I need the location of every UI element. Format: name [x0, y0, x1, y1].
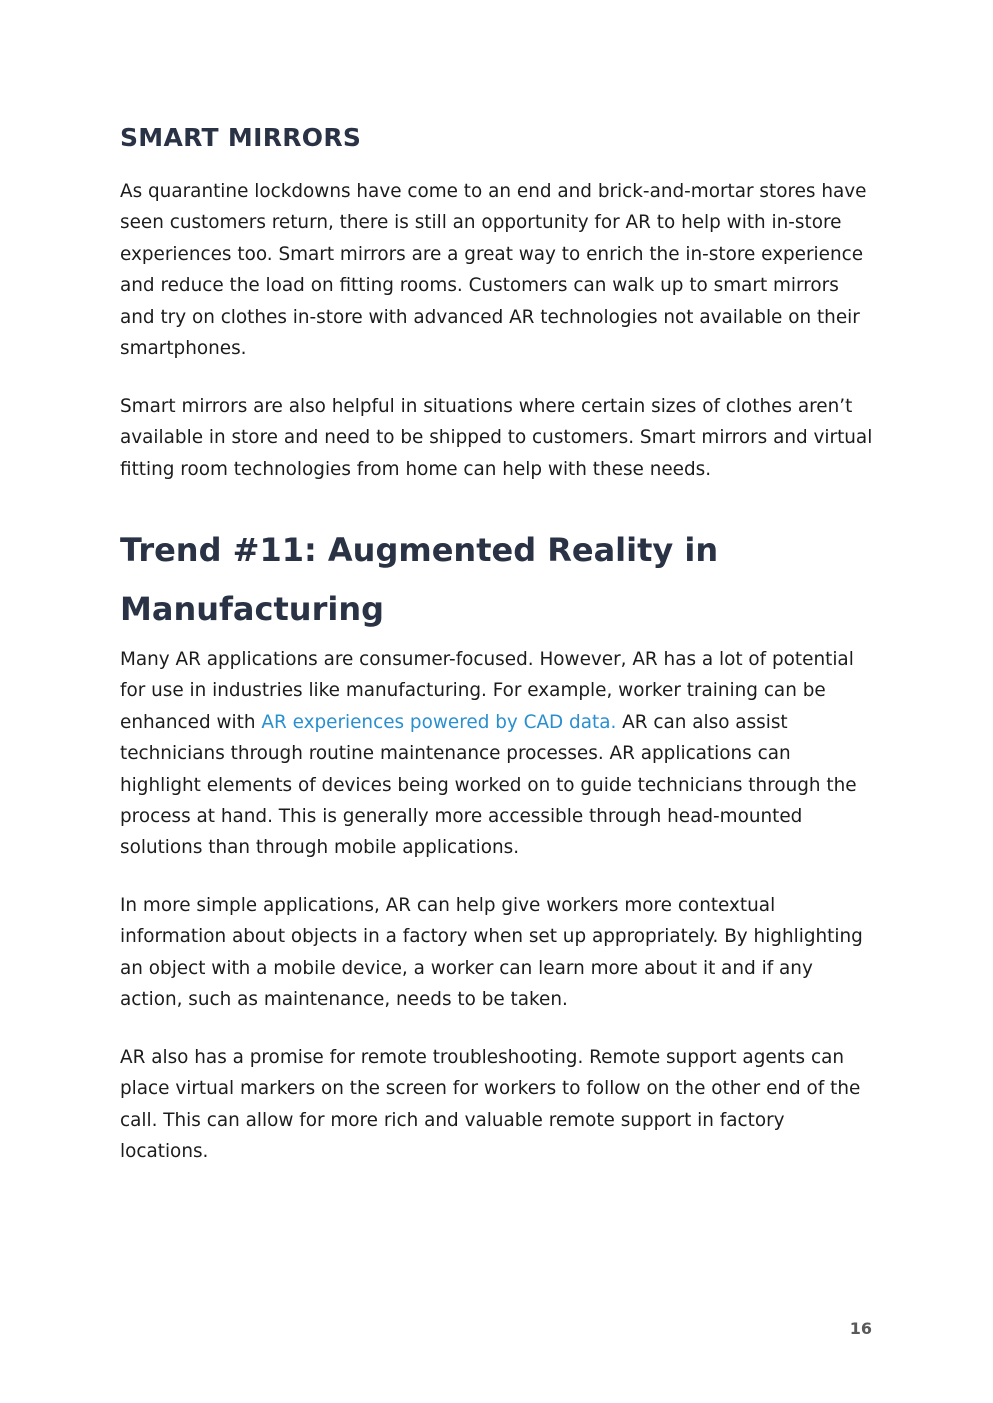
cad-data-link[interactable]: AR experiences powered by CAD data.	[261, 711, 617, 733]
manufacturing-paragraph-1-text-start: Many AR applications are consumer-focused. However, AR has a lot of potential for use in industries like manufacturing. For example, worker training can be enhanced with	[120, 649, 854, 733]
trend-11-heading: Trend #11: Augmented Reality in Manufacturing	[120, 531, 719, 628]
smart-mirrors-paragraph-2: Smart mirrors are also helpful in situations where certain sizes of clothes aren’t available in store and need to be shipped to customers. Smart mirrors and virtual fitting room technologies from home can help with these needs.	[120, 396, 873, 480]
manufacturing-paragraph-1-text-end: AR can also assist technicians through routine maintenance processes. AR applications can highlight elements of devices being worked on to guide technicians through the process at hand. This is generally more accessible through head-mounted solutions than through mobile applications.	[120, 711, 857, 859]
manufacturing-paragraph-1	[120, 644, 875, 864]
page-number: 16	[849, 1319, 872, 1338]
section-heading-smart-mirrors: SMART MIRRORS	[120, 123, 362, 152]
manufacturing-paragraph-2: In more simple applications, AR can help give workers more contextual information about objects in a factory when set up appropriately. By highlighting an object with a mobile device, a worker can learn more about it and if any action, such as maintenance, needs to be taken.	[120, 895, 863, 1011]
manufacturing-paragraph-3: AR also has a promise for remote troubleshooting. Remote support agents can place virtual markers on the screen for workers to follow on the other end of the call. This can allow for more rich and valuable remote support in factory locations.	[120, 1047, 861, 1163]
smart-mirrors-paragraph-1: As quarantine lockdowns have come to an end and brick-and-mortar stores have seen customers return, there is still an opportunity for AR to help with in-store experiences too. Smart mirrors are a great way to enrich the in-store experience and reduce the load on fitting rooms. Customers can walk up to smart mirrors and try on clothes in-store with advanced AR technologies not available on their smartphones.	[120, 181, 867, 360]
